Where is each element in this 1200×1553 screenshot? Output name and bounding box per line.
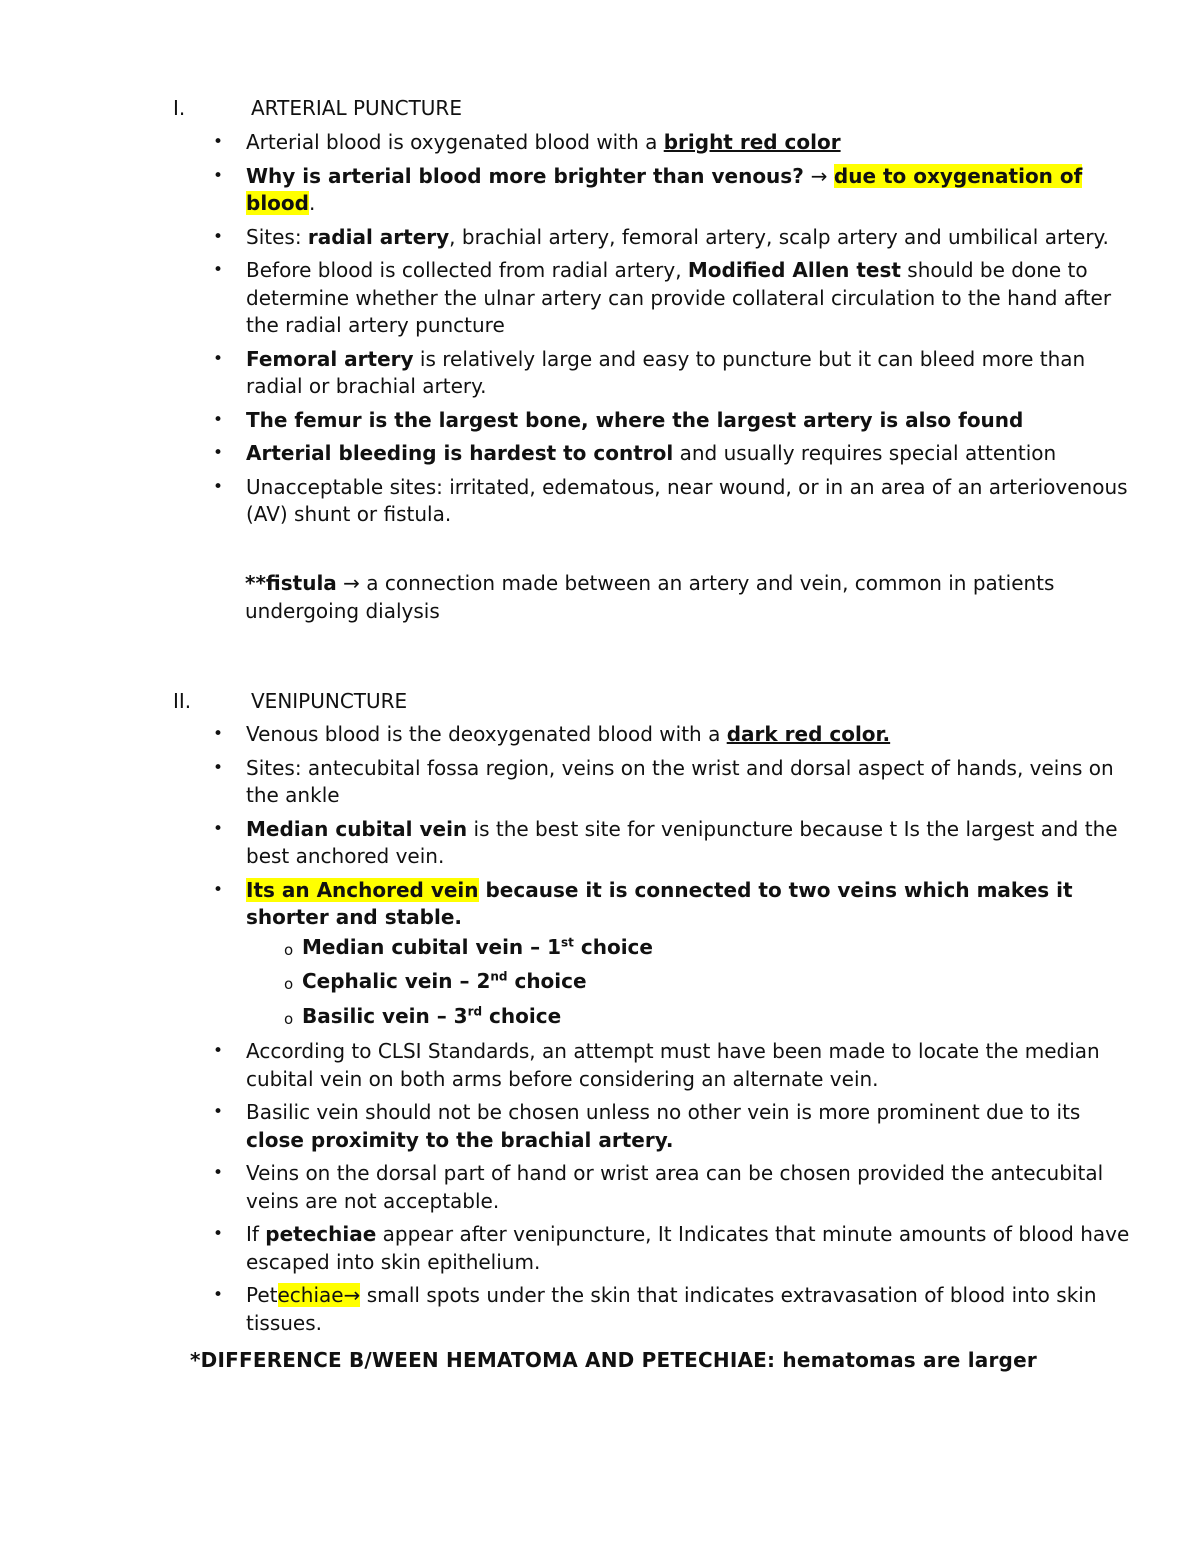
section-title: ARTERIAL PUNCTURE <box>251 96 462 120</box>
list-item: • Venous blood is the deoxygenated blood with a dark red color. <box>246 721 1136 749</box>
venipuncture-bullet-list <box>246 721 1136 1343</box>
list-item: • The femur is the largest bone, where the largest artery is also found <box>246 407 1136 435</box>
section-numeral: II. <box>173 689 192 713</box>
list-item: • If petechiae appear after venipuncture, It Indicates that minute amounts of blood have escaped into skin epithelium. <box>246 1221 1136 1276</box>
vein-choice-item: o Cephalic vein – 2nd choice <box>284 969 587 993</box>
list-item: • Petechiae→ small spots under the skin that indicates extravasation of blood into skin tissues. <box>246 1282 1136 1337</box>
list-item: • Why is arterial blood more brighter than venous? → due to oxygenation of blood. <box>246 163 1136 218</box>
vein-choice-item: o Median cubital vein – 1st choice <box>284 934 653 959</box>
list-item: • Before blood is collected from radial artery, Modified Allen test should be done to determine whether the ulnar artery can provide collateral circulation to the hand after the radial artery puncture <box>246 257 1136 340</box>
section-title: VENIPUNCTURE <box>251 689 408 713</box>
list-item: • Unacceptable sites: irritated, edematous, near wound, or in an area of an arteriovenous (AV) shunt or fistula. <box>246 474 1136 529</box>
vein-choice-item: o Basilic vein – 3rd choice <box>284 1003 562 1028</box>
list-item: • Veins on the dorsal part of hand or wrist area can be chosen provided the antecubital veins are not acceptable. <box>246 1160 1136 1215</box>
list-item: • Sites: antecubital fossa region, veins on the wrist and dorsal aspect of hands, veins on the ankle <box>246 755 1136 810</box>
arterial-bullet-list <box>246 129 1136 535</box>
list-item: • According to CLSI Standards, an attempt must have been made to locate the median cubital vein on both arms before considering an alternate vein. <box>246 1038 1136 1093</box>
list-item: • Sites: radial artery, brachial artery, femoral artery, scalp artery and umbilical artery. <box>246 224 1136 252</box>
list-item: • Arterial blood is oxygenated blood with a bright red color <box>246 129 1136 157</box>
difference-footer-note: *DIFFERENCE B/WEEN HEMATOMA AND PETECHIAE: hematomas are larger <box>190 1348 1037 1372</box>
list-item: • Median cubital vein is the best site for venipuncture because t Is the largest and the best anchored vein. <box>246 816 1136 871</box>
vein-choice-list <box>246 934 1136 1031</box>
section-numeral: I. <box>173 96 186 120</box>
list-item: • Femoral artery is relatively large and easy to puncture but it can bleed more than radial or brachial artery. <box>246 346 1136 401</box>
list-item: • Its an Anchored vein because it is connected to two veins which makes it shorter and stable. o Median cubital vein – 1st choice o Cephalic vein – 2nd choice o Basilic vein – 3rd choice <box>246 877 1136 1031</box>
list-item: • Arterial bleeding is hardest to control and usually requires special attention <box>246 440 1136 468</box>
list-item: • Basilic vein should not be chosen unless no other vein is more prominent due to its close proximity to the brachial artery. <box>246 1099 1136 1154</box>
fistula-note: **fistula → a connection made between an artery and vein, common in patients undergoing dialysis <box>245 571 1055 623</box>
